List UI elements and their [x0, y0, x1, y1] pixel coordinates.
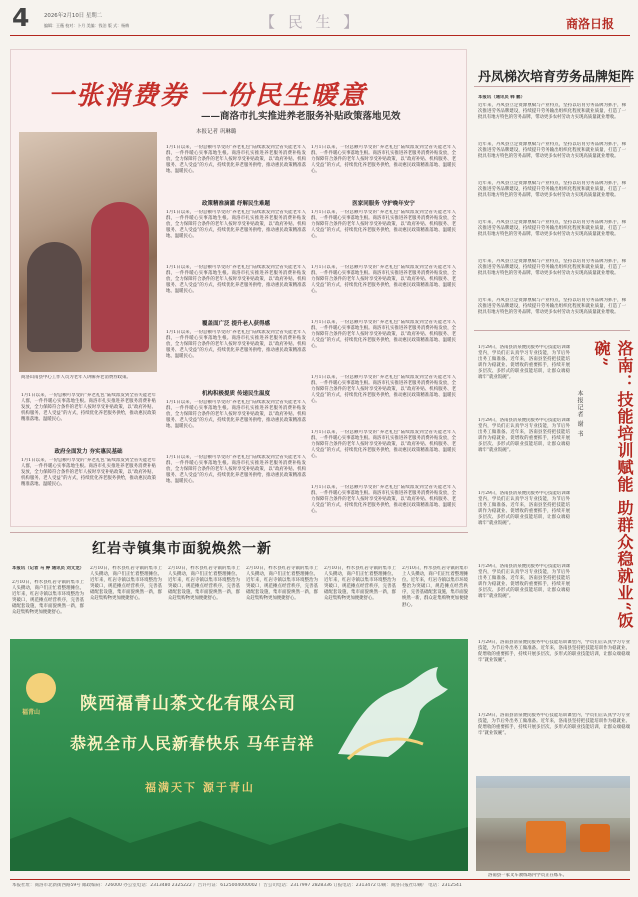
right-feature-col-4: 1月29日，洛南县清泉便民服务中心技能培训课堂内，学员们正认真学习专业技能，为节后外出务工做准备。近年来，洛南县坚持把技能培训作为稳就业、促增收的重要抓手，持续开展多层次、多形式的职业技能培训，让群众端稳端牢“就业饭碗”。 — [478, 564, 570, 600]
right-feature-col-6: 1月29日，洛南县清泉便民服务中心技能培训课堂内，学员们正认真学习专业技能，为节后外出务工做准备。近年来，洛南县坚持把技能培训作为稳就业、促增收的重要抓手，持续开展多层次、多形式的职业技能培训，让群众端稳端牢“就业饭碗”。 — [478, 713, 630, 737]
main-subhead-1: 政策精准滴灌 纾解民生难题 — [202, 201, 270, 207]
right-feature-col-5: 1月29日，洛南县清泉便民服务中心技能培训课堂内，学员们正认真学习专业技能，为节后外出务工做准备。近年来，洛南县坚持把技能培训作为稳就业、促增收的重要抓手，持续开展多层次、多形式的职业技能培训，让群众端稳端牢“就业饭碗”。 — [478, 640, 630, 664]
right-top-byline: 本报讯（通讯员 韩 鹏） — [478, 95, 525, 100]
footer-text: 本报社址：商洛市北新街西路59号 邮政编码：726000 办公室电话：2313480 2325222 广告许可证：6125004000002 广告公司电话：2317997 2828336 订报电话：2313472 印刷：商洛日报社印刷厂 电话：2312541 — [12, 883, 462, 888]
right-top-col-4: 近年来，丹凤县立足资源禀赋与产业特点，坚持以培育劳务品牌为抓手，梯次推进劳务品牌建设，持续提升劳务输出组织化程度和就业质量，打造了一批具有地方特色的劳务品牌，带动更多农村劳动力实现高质量就业增收。 — [478, 220, 626, 238]
right-top-col-3: 近年来，丹凤县立足资源禀赋与产业特点，坚持以培育劳务品牌为抓手，梯次推进劳务品牌建设，持续提升劳务输出组织化程度和就业质量，打造了一批具有地方特色的劳务品牌，带动更多农村劳动力实现高质量就业增收。 — [478, 181, 626, 199]
main-col-5d: 1月1日以来，一份总额可享受的“养老礼包”陆续派发到全省失能老年人群，一件件暖心实事落地生根。商洛市扎实推进养老服务消费补贴发放，全力保障符合条件的老年人按时享受补贴政策，以“政府补贴、机构服务、老人受益”的方式，持续优化养老服务供给，推动惠民政策精准落地、温暖民心。 — [311, 430, 456, 460]
masthead-rule — [10, 35, 630, 36]
main-subhead-3: 机构积极提质 传递民生温度 — [202, 391, 270, 397]
ad-banner — [10, 639, 468, 871]
photo-building — [476, 788, 630, 818]
right-feature-byline: 本报记者 谢 书 — [576, 390, 583, 438]
main-byline: 本报记者 巩琳璐 — [196, 129, 237, 135]
right-top-col-2: 近年来，丹凤县立足资源禀赋与产业特点，坚持以培育劳务品牌为抓手，梯次推进劳务品牌建设，持续提升劳务输出组织化程度和就业质量，打造了一批具有地方特色的劳务品牌，带动更多农村劳动力实现高质量就业增收。 — [478, 142, 626, 160]
main-col-4d: 1月1日以来，一份总额可享受的“养老礼包”陆续派发到全省失能老年人群，一件件暖心实事落地生根。商洛市扎实推进养老服务消费补贴发放，全力保障符合条件的老年人按时享受补贴政策，以“政府补贴、机构服务、老人受益”的方式，持续优化养老服务供给，推动惠民政策精准落地、温暖民心。 — [166, 455, 306, 485]
main-headline: 一张消费券 一份民生暖意 — [48, 81, 368, 111]
bottom-story-rule — [10, 532, 468, 533]
bottom-col-6: 2月10日，柞水县红岩寺镇的集市上人头攒动，商户们正忙着整理摊位。近年来，红岩寺镇以集市环境整治为突破口，规范摊点经营秩序，完善基础配套设施，集市面貌焕然一新，群众赶集购物更加便捷舒心。 — [402, 566, 468, 608]
main-subhead-2: 政府全面发力 夯实惠民基础 — [54, 449, 123, 455]
bottom-col-1: 2月10日，柞水县红岩寺镇的集市上人头攒动，商户们正忙着整理摊位。近年来，红岩寺镇以集市环境整治为突破口，规范摊点经营秩序，完善基础配套设施，集市面貌焕然一新，群众赶集购物更加便捷舒心。 — [12, 580, 84, 616]
main-col-5: 1月1日以来，一份总额可享受的“养老礼包”陆续派发到全省失能老年人群，一件件暖心实事落地生根。商洛市扎实推进养老服务消费补贴发放，全力保障符合条件的老年人按时享受补贴政策，以“政府补贴、机构服务、老人受益”的方式，持续优化养老服务供给，推动惠民政策精准落地、温暖民心。 — [311, 265, 456, 295]
photo-person-staff — [91, 202, 149, 352]
footer-rule — [10, 879, 630, 880]
ad-logo-text: 福青山 — [22, 709, 41, 716]
main-subhead-4: 覆盖面广泛 提升老人获得感 — [202, 321, 270, 327]
main-col-5c: 1月1日以来，一份总额可享受的“养老礼包”陆续派发到全省失能老年人群，一件件暖心实事落地生根。商洛市扎实推进养老服务消费补贴发放，全力保障符合条件的老年人按时享受补贴政策，以“政府补贴、机构服务、老人受益”的方式，持续优化养老服务供给，推动惠民政策精准落地、温暖民心。 — [311, 375, 456, 405]
main-col-4: 1月1日以来，一份总额可享受的“养老礼包”陆续派发到全省失能老年人群，一件件暖心实事落地生根。商洛市扎实推进养老服务消费补贴发放，全力保障符合条件的老年人按时享受补贴政策，以“政府补贴、机构服务、老人受益”的方式，持续优化养老服务供给，推动惠民政策精准落地、温暖民心。 — [166, 265, 306, 295]
ad-greeting: 恭祝全市人民新春快乐 马年吉祥 — [70, 734, 315, 753]
photo-forklift-2 — [580, 824, 610, 852]
main-story — [10, 49, 467, 527]
bottom-col-3: 2月10日，柞水县红岩寺镇的集市上人头攒动，商户们正忙着整理摊位。近年来，红岩寺镇以集市环境整治为突破口，规范摊点经营秩序，完善基础配套设施，集市面貌焕然一新，群众赶集购物更加便捷舒心。 — [168, 566, 240, 602]
main-col-2: 1月1日以来，一份总额可享受的“养老礼包”陆续派发到全省失能老年人群，一件件暖心实事落地生根。商洛市扎实推进养老服务消费补贴发放，全力保障符合条件的老年人按时享受补贴政策，以“政府补贴、机构服务、老人受益”的方式，持续优化养老服务供给，推动惠民政策精准落地、温暖民心。 — [311, 145, 456, 175]
main-col-1b: 1月1日以来，一份总额可享受的“养老礼包”陆续派发到全省失能老年人群，一件件暖心实事落地生根。商洛市扎实推进养老服务消费补贴发放，全力保障符合条件的老年人按时享受补贴政策，以“政府补贴、机构服务、老人受益”的方式，持续优化养老服务供给，推动惠民政策精准落地、温暖民心。 — [166, 210, 306, 240]
photo-caption: 商洛山南县中心工作人员为老年人讲解养老消费券政策。 — [21, 375, 131, 380]
ad-logo-circle — [26, 673, 56, 703]
photo-person-elder — [27, 242, 82, 352]
right-top-col-5: 近年来，丹凤县立足资源禀赋与产业特点，坚持以培育劳务品牌为抓手，梯次推进劳务品牌建设，持续提升劳务输出组织化程度和就业质量，打造了一批具有地方特色的劳务品牌，带动更多农村劳动力实现高质量就业增收。 — [478, 259, 626, 277]
main-col-5e: 1月1日以来，一份总额可享受的“养老礼包”陆续派发到全省失能老年人群，一件件暖心实事落地生根。商洛市扎实推进养老服务消费补贴发放，全力保障符合条件的老年人按时享受补贴政策，以“政府补贴、机构服务、老人受益”的方式，持续优化养老服务供给，推动惠民政策精准落地、温暖民心。 — [311, 485, 456, 515]
main-photo — [19, 132, 157, 372]
main-col-3: 1月1日以来，一份总额可享受的“养老礼包”陆续派发到全省失能老年人群，一件件暖心实事落地生根。商洛市扎实推进养老服务消费补贴发放，全力保障符合条件的老年人按时享受补贴政策，以“政府补贴、机构服务、老人受益”的方式，持续优化养老服务供给，推动惠民政策精准落地、温暖民心。 — [21, 393, 156, 423]
ad-company: 陕西福青山茶文化有限公司 — [80, 694, 296, 714]
main-col-2b: 1月1日以来，一份总额可享受的“养老礼包”陆续派发到全省失能老年人群，一件件暖心实事落地生根。商洛市扎实推进养老服务消费补贴发放，全力保障符合条件的老年人按时享受补贴政策，以“政府补贴、机构服务、老人受益”的方式，持续优化养老服务供给，推动惠民政策精准落地、温暖民心。 — [311, 210, 456, 240]
right-divider — [474, 330, 630, 331]
right-feature-headline: 洛南：技能培训赋能 助群众稳就业“饭碗” — [592, 340, 634, 629]
main-subheadline: ——商洛市扎实推进养老服务补贴政策落地见效 — [201, 111, 401, 122]
bottom-col-5: 2月10日，柞水县红岩寺镇的集市上人头攒动，商户们正忙着整理摊位。近年来，红岩寺镇以集市环境整治为突破口，规范摊点经营秩序，完善基础配套设施，集市面貌焕然一新，群众赶集购物更加便捷舒心。 — [324, 566, 396, 602]
ad-mountains — [10, 809, 468, 871]
ad-slogan: 福满天下 源于青山 — [145, 781, 255, 794]
right-feature-col-2: 1月29日，洛南县清泉便民服务中心技能培训课堂内，学员们正认真学习专业技能，为节后外出务工做准备。近年来，洛南县坚持把技能培训作为稳就业、促增收的重要抓手，持续开展多层次、多形式的职业技能培训，让群众端稳端牢“就业饭碗”。 — [478, 418, 570, 454]
main-col-4c: 1月1日以来，一份总额可享受的“养老礼包”陆续派发到全省失能老年人群，一件件暖心实事落地生根。商洛市扎实推进养老服务消费补贴发放，全力保障符合条件的老年人按时享受补贴政策，以“政府补贴、机构服务、老人受益”的方式，持续优化养老服务供给，推动惠民政策精准落地、温暖民心。 — [166, 400, 306, 430]
right-top-col-6: 近年来，丹凤县立足资源禀赋与产业特点，坚持以培育劳务品牌为抓手，梯次推进劳务品牌建设，持续提升劳务输出组织化程度和就业质量，打造了一批具有地方特色的劳务品牌，带动更多农村劳动力实现高质量就业增收。 — [478, 298, 626, 316]
page-number: 4 — [12, 3, 30, 32]
main-subhead-5: 医家同服务 守护晚年安宁 — [352, 201, 415, 207]
paper-name: 商洛日报 — [566, 17, 615, 31]
right-feature-col-1: 1月29日，洛南县清泉便民服务中心技能培训课堂内，学员们正认真学习专业技能，为节后外出务工做准备。近年来，洛南县坚持把技能培训作为稳就业、促增收的重要抓手，持续开展多层次、多形式的职业技能培训，让群众端稳端牢“就业饭碗”。 — [478, 345, 570, 381]
editor-line: 编辑：王薇 校对：卜月 美编：钱泊 版 式：杨梅 — [44, 23, 130, 28]
right-top-headline: 丹凤梯次培育劳务品牌矩阵 — [478, 70, 635, 85]
section-title: 【 民 生 】 — [260, 13, 363, 31]
bottom-headline: 红岩寺镇集市面貌焕然一新 — [92, 541, 272, 557]
main-col-1: 1月1日以来，一份总额可享受的“养老礼包”陆续派发到全省失能老年人群，一件件暖心实事落地生根。商洛市扎实推进养老服务消费补贴发放，全力保障符合条件的老年人按时享受补贴政策，以“政府补贴、机构服务、老人受益”的方式，持续优化养老服务供给，推动惠民政策精准落地、温暖民心。 — [166, 145, 306, 175]
bottom-byline: 本报讯（记者 马 婷 通讯员 刘文龙） — [12, 566, 84, 571]
right-feature-col-3: 1月29日，洛南县清泉便民服务中心技能培训课堂内，学员们正认真学习专业技能，为节后外出务工做准备。近年来，洛南县坚持把技能培训作为稳就业、促增收的重要抓手，持续开展多层次、多形式的职业技能培训，让群众端稳端牢“就业饭碗”。 — [478, 491, 570, 527]
photo-forklift — [526, 821, 566, 853]
main-col-4b: 1月1日以来，一份总额可享受的“养老礼包”陆续派发到全省失能老年人群，一件件暖心实事落地生根。商洛市扎实推进养老服务消费补贴发放，全力保障符合条件的老年人按时享受补贴政策，以“政府补贴、机构服务、老人受益”的方式，持续优化养老服务供给，推动惠民政策精准落地、温暖民心。 — [166, 330, 306, 360]
bottom-col-4: 2月10日，柞水县红岩寺镇的集市上人头攒动，商户们正忙着整理摊位。近年来，红岩寺镇以集市环境整治为突破口，规范摊点经营秩序，完善基础配套设施，集市面貌焕然一新，群众赶集购物更加便捷舒心。 — [246, 566, 318, 602]
horse-body-shape — [338, 667, 448, 757]
right-feature-caption: 洛南县一家叉车教练场内学员正在练车。 — [488, 873, 568, 878]
mountain-range — [10, 817, 468, 871]
date-line: 2026年2月10日 星期二 — [44, 13, 103, 19]
right-top-rule — [474, 86, 630, 87]
horse-illustration — [328, 659, 458, 769]
main-col-5b: 1月1日以来，一份总额可享受的“养老礼包”陆续派发到全省失能老年人群，一件件暖心实事落地生根。商洛市扎实推进养老服务消费补贴发放，全力保障符合条件的老年人按时享受补贴政策，以“政府补贴、机构服务、老人受益”的方式，持续优化养老服务供给，推动惠民政策精准落地、温暖民心。 — [311, 320, 456, 350]
main-col-3b: 1月1日以来，一份总额可享受的“养老礼包”陆续派发到全省失能老年人群，一件件暖心实事落地生根。商洛市扎实推进养老服务消费补贴发放，全力保障符合条件的老年人按时享受补贴政策，以“政府补贴、机构服务、老人受益”的方式，持续优化养老服务供给，推动惠民政策精准落地、温暖民心。 — [21, 458, 156, 488]
bottom-col-2: 2月10日，柞水县红岩寺镇的集市上人头攒动，商户们正忙着整理摊位。近年来，红岩寺镇以集市环境整治为突破口，规范摊点经营秩序，完善基础配套设施，集市面貌焕然一新，群众赶集购物更加便捷舒心。 — [90, 566, 162, 602]
right-feature-photo — [476, 776, 630, 871]
right-top-col-1: 近年来，丹凤县立足资源禀赋与产业特点，坚持以培育劳务品牌为抓手，梯次推进劳务品牌建设，持续提升劳务输出组织化程度和就业质量，打造了一批具有地方特色的劳务品牌，带动更多农村劳动力实现高质量就业增收。 — [478, 103, 626, 121]
